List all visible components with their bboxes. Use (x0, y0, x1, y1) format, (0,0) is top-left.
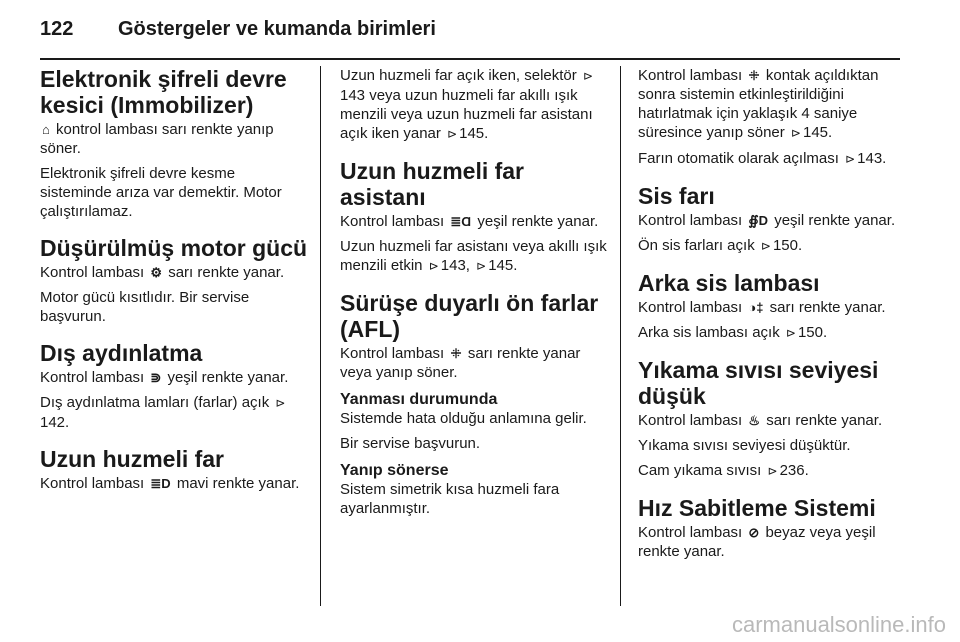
page-ref-arrow-icon[interactable]: ⊳ (767, 464, 778, 478)
watermark: carmanualsonline.info (731, 612, 946, 637)
page-ref-arrow-icon[interactable]: ⊳ (790, 126, 801, 140)
column-3 (638, 66, 913, 567)
paragraph: Arka sis lambası açık ⊳ 150. (638, 324, 828, 341)
paragraph: Kontrol lambası ꔰ sarı renkte yanar veya yanıp söner. (340, 345, 581, 381)
exterior-light-icon: ⋑ (150, 370, 162, 385)
subsection-title-when-flashing: Yanıp sönerse (340, 462, 449, 479)
paragraph: Sistemde hata olduğu anlamına gelir. (340, 410, 587, 427)
section-title-reduced-power: Düşürülmüş motor gücü (40, 235, 308, 261)
paragraph: Motor gücü kısıtlıdır. Bir servise başvurun. (40, 289, 250, 325)
section-title-immobilizer: Elektronik şifreli devre kesici (Immobilizer) (40, 66, 287, 118)
afl-icon: ꔰ (748, 68, 760, 83)
page-number: 122 (40, 18, 74, 40)
paragraph: Kontrol lambası ⊘ beyaz veya yeşil renkte yanar. (638, 524, 876, 560)
paragraph: Kontrol lambası ◑‡ sarı renkte yanar. (638, 299, 886, 316)
chapter-title: Göstergeler ve kumanda birimleri (118, 18, 436, 40)
paragraph: Ön sis farları açık ⊳ 150. (638, 237, 803, 254)
paragraph: Kontrol lambası ⚙ sarı renkte yanar. (40, 264, 285, 281)
rear-fog-light-icon: ◑‡ (748, 300, 764, 315)
paragraph: Bir servise başvurun. (340, 435, 481, 452)
immobilizer-icon: ⌂ (42, 122, 50, 137)
paragraph: Kontrol lambası ⋑ yeşil renkte yanar. (40, 369, 289, 386)
section-title-exterior-lighting: Dış aydınlatma (40, 340, 203, 366)
paragraph: Dış aydınlatma lamları (farlar) açık ⊳142. (40, 394, 286, 431)
column-2 (340, 66, 608, 524)
section-title-fog-light: Sis farı (638, 183, 715, 209)
page-ref-arrow-icon[interactable]: ⊳ (760, 239, 771, 253)
high-beam-icon: ≣D (150, 476, 171, 491)
header-rule (40, 58, 900, 60)
column-1 (40, 66, 308, 499)
paragraph: Kontrol lambası ∯D yeşil renkte yanar. (638, 212, 896, 229)
paragraph: Kontrol lambası ≣D mavi renkte yanar. (40, 475, 300, 492)
subsection-title-when-lit: Yanması durumunda (340, 391, 498, 408)
page-header (40, 14, 920, 48)
page-ref-arrow-icon[interactable]: ⊳ (845, 152, 856, 166)
section-title-high-beam-assist: Uzun huzmeli far asistanı (340, 158, 525, 210)
engine-icon: ⚙ (150, 265, 163, 280)
section-title-washer-fluid: Yıkama sıvısı seviyesi düşük (638, 357, 879, 409)
afl-icon: ꔰ (450, 346, 462, 361)
section-title-high-beam: Uzun huzmeli far (40, 446, 225, 472)
paragraph: Kontrol lambası ≣Ɑ yeşil renkte yanar. (340, 213, 599, 230)
page-ref-arrow-icon[interactable]: ⊳ (476, 259, 487, 273)
page-ref-arrow-icon[interactable]: ⊳ (428, 259, 439, 273)
section-title-cruise-control: Hız Sabitleme Sistemi (638, 495, 876, 521)
paragraph: Kontrol lambası ꔰ kontak açıldıktan sonra sistemin etkinleştirildiğini hatırlatmak için yaklaşık 4 saniye süresince yanıp söner ⊳ 145. (638, 67, 879, 141)
column-divider-2 (620, 66, 621, 606)
page-ref-arrow-icon[interactable]: ⊳ (447, 127, 458, 141)
section-title-rear-fog-light: Arka sis lambası (638, 270, 820, 296)
section-title-afl: Sürüşe duyarlı ön farlar (AFL) (340, 290, 599, 342)
paragraph: Sistem simetrik kısa huzmeli fara ayarlanmıştır. (340, 481, 560, 517)
page-ref-arrow-icon[interactable]: ⊳ (275, 396, 286, 410)
paragraph: ⌂ kontrol lambası sarı renkte yanıp söner. (40, 121, 274, 157)
paragraph: Kontrol lambası ♨ sarı renkte yanar. (638, 412, 883, 429)
paragraph: Yıkama sıvısı seviyesi düşüktür. (638, 437, 851, 454)
column-divider-1 (320, 66, 321, 606)
paragraph: Uzun huzmeli far açık iken, selektör ⊳143 veya uzun huzmeli far akıllı ışık menzili veya uzun huzmeli far asistanı açık iken yanar ⊳ 145. (340, 67, 593, 142)
page-ref-arrow-icon[interactable]: ⊳ (785, 326, 796, 340)
washer-fluid-icon: ♨ (748, 413, 761, 428)
paragraph: Cam yıkama sıvısı ⊳ 236. (638, 462, 809, 479)
paragraph: Elektronik şifreli devre kesme sisteminde arıza var demektir. Motor çalıştırılamaz. (40, 165, 282, 220)
paragraph: Uzun huzmeli far asistanı veya akıllı ışık menzili etkin ⊳ 143, ⊳ 145. (340, 238, 607, 274)
high-beam-assist-icon: ≣Ɑ (450, 214, 472, 229)
page-ref-arrow-icon[interactable]: ⊳ (582, 69, 593, 83)
paragraph: Farın otomatik olarak açılması ⊳ 143. (638, 150, 887, 167)
front-fog-light-icon: ∯D (748, 213, 769, 228)
cruise-control-icon: ⊘ (748, 525, 760, 540)
